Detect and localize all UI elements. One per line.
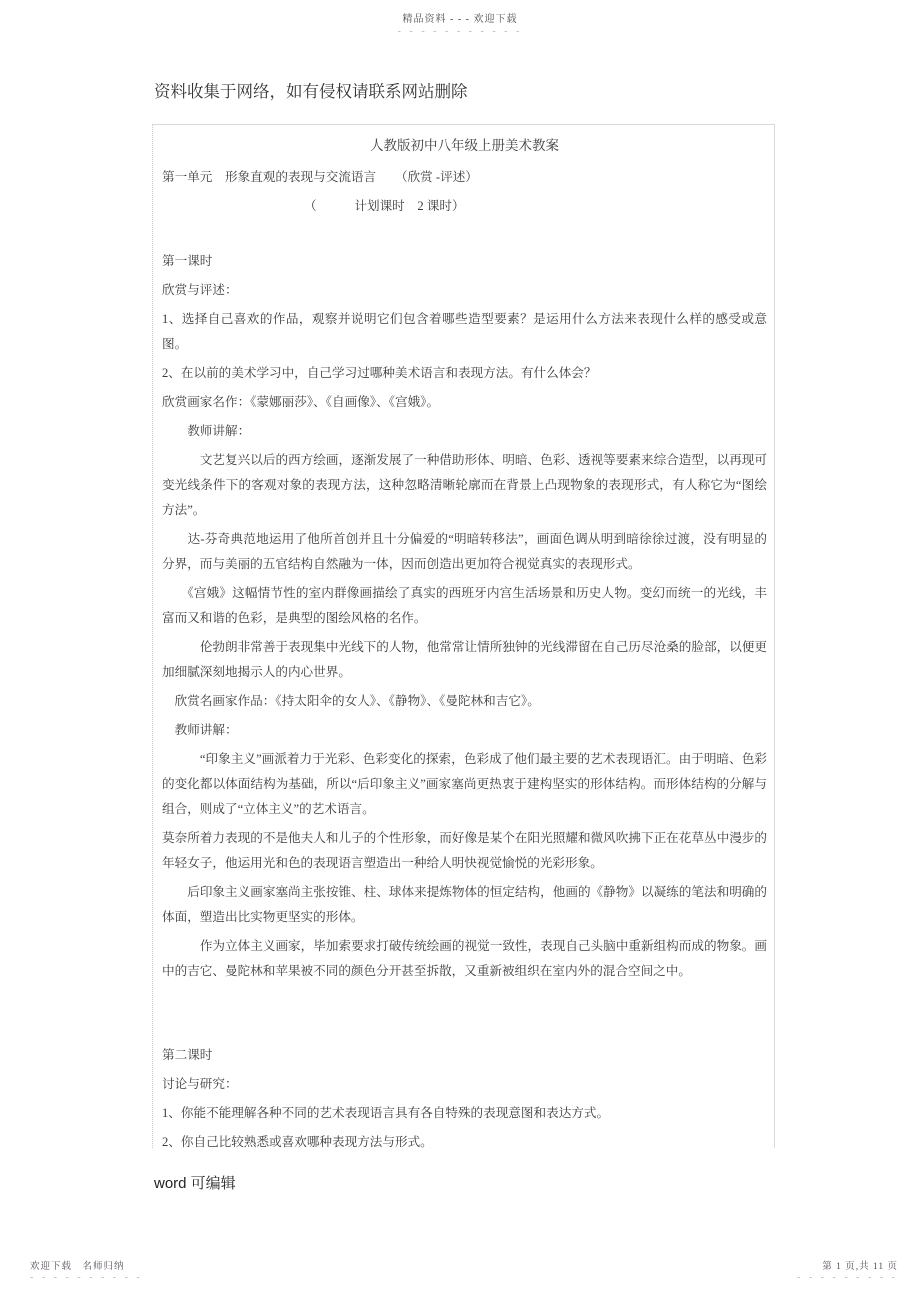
paragraph: 教师讲解： xyxy=(162,424,251,438)
spacer xyxy=(162,988,767,1043)
lesson2-heading: 第二课时 xyxy=(162,1048,213,1062)
paragraph: 伦勃朗非常善于表现集中光线下的人物，他常常让情所独钟的光线滞留在自己历尽沧桑的脸部，以便更加细腻深刻地揭示人的内心世界。 xyxy=(162,640,767,679)
paragraph: 1、选择自己喜欢的作品，观察并说明它们包含着哪些造型要素？是运用什么方法来表现什么样的感受或意图。 xyxy=(162,312,767,351)
paragraph: 欣赏名画家作品：《持太阳伞的女人》、《静物》、《曼陀林和吉它》。 xyxy=(162,694,540,708)
document-title: 人教版初中八年级上册美术教案 xyxy=(370,138,559,153)
footer-left-dashes: - - - - - - - - - - xyxy=(30,1272,143,1283)
footer-right-dashes: - - - - - - - - - xyxy=(797,1272,898,1283)
footer-left-text: 欢迎下载 名师归纳 xyxy=(30,1262,125,1272)
paragraph: 欣赏画家名作：《蒙娜丽莎》、《自画像》、《宫娥》。 xyxy=(162,395,440,409)
watermark-text: 精品资料 - - - 欢迎下载 xyxy=(402,14,518,25)
paragraph: 《宫娥》这幅情节性的室内群像画描绘了真实的西班牙内宫生活场景和历史人物。变幻而统一的光线，丰富而又和谐的色彩，是典型的图绘风格的名作。 xyxy=(162,586,767,625)
paragraph: 1、你能不能理解各种不同的艺术表现语言具有各自特殊的表现意图和表达方式。 xyxy=(162,1106,610,1120)
footer-left xyxy=(30,1258,143,1284)
plan-hours-line: （ 计划课时 2 课时） xyxy=(304,199,465,213)
spacer xyxy=(162,223,767,249)
word-editable-note: word 可编辑 xyxy=(154,1175,236,1192)
watermark-header xyxy=(0,10,920,38)
lesson2-subheading: 讨论与研究： xyxy=(162,1077,238,1091)
paragraph: 作为立体主义画家，毕加索要求打破传统绘画的视觉一致性，表现自己头脑中重新组构而成的物象。画中的吉它、曼陀林和苹果被不同的颜色分开甚至拆散，又重新被组织在室内外的混合空间之中。 xyxy=(162,939,767,978)
paragraph: 达-芬奇典范地运用了他所首创并且十分偏爱的“明暗转移法”，画面色调从明到暗徐徐过渡，没有明显的分界，而与美丽的五官结构自然融为一体，因而创造出更加符合视觉真实的表现形式。 xyxy=(162,532,767,571)
watermark-dashes: - - - - - - - - - - - xyxy=(397,26,523,37)
paragraph: “印象主义”画派着力于光彩、色彩变化的探索，色彩成了他们最主要的艺术表现语汇。由于明暗、色彩的变化都以体面结构为基础，所以“后印象主义”画家塞尚更热衷于建构坚实的形体结构。而形体结构的分解与组合，则成了“立体主义”的艺术语言。 xyxy=(162,752,767,816)
lesson1-subheading: 欣赏与评述： xyxy=(162,283,238,297)
document-page xyxy=(152,124,775,1148)
footer-right xyxy=(797,1258,898,1284)
page-number: 第 1 页,共 11 页 xyxy=(822,1262,898,1272)
paragraph: 莫奈所着力表现的不是他夫人和儿子的个性形象，而好像是某个在阳光照耀和微风吹拂下正在花草丛中漫步的年轻女子，他运用光和色的表现语言塑造出一种给人明快视觉愉悦的光彩形象。 xyxy=(162,831,767,870)
paragraph: 2、你自己比较熟悉或喜欢哪种表现方法与形式。 xyxy=(162,1135,433,1149)
unit-heading: 第一单元 形象直观的表现与交流语言 （欣赏 -评述） xyxy=(162,170,478,184)
paragraph: 文艺复兴以后的西方绘画，逐渐发展了一种借助形体、明暗、色彩、透视等要素来综合造型，以再现可变光线条件下的客观对象的表现方法，这种忽略清晰轮廓而在背景上凸现物象的表现形式，有人称它为“图绘方法”。 xyxy=(162,453,767,517)
paragraph: 教师讲解： xyxy=(162,723,238,737)
paragraph: 2、在以前的美术学习中，自己学习过哪种美术语言和表现方法。有什么体会？ xyxy=(162,366,597,380)
copyright-notice: 资料收集于网络，如有侵权请联系网站删除 xyxy=(154,82,468,101)
paragraph: 后印象主义画家塞尚主张按锥、柱、球体来提炼物体的恒定结构，他画的《静物》以凝练的笔法和明确的体面，塑造出比实物更坚实的形体。 xyxy=(162,885,767,924)
lesson1-heading: 第一课时 xyxy=(162,254,213,268)
